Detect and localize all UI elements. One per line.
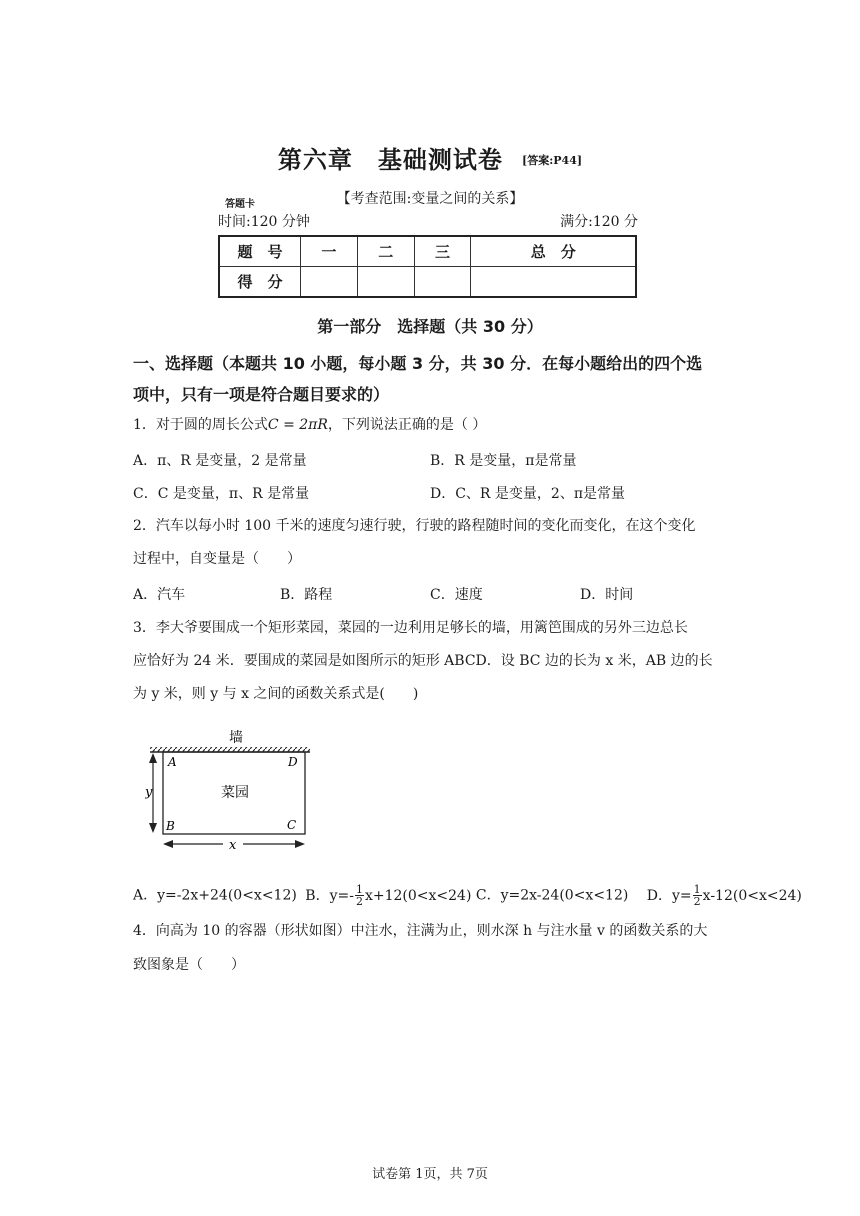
x-arrow-right bbox=[295, 840, 305, 848]
fraction-numerator: 1 bbox=[355, 883, 363, 896]
x-arrow-left bbox=[163, 840, 173, 848]
score-cell: 二 bbox=[357, 236, 414, 267]
q1-option-c[interactable]: C．C 是变量，π、R 是常量 bbox=[133, 486, 310, 502]
fraction-denominator: 2 bbox=[693, 895, 701, 908]
garden-diagram bbox=[145, 725, 320, 855]
answer-reference: [答案:P44] bbox=[522, 154, 583, 167]
question-2-line2: 过程中，自变量是（ ） bbox=[133, 551, 301, 567]
q3-option-b-prefix: B．y=- bbox=[305, 887, 354, 904]
score-cell: 总 分 bbox=[471, 236, 636, 267]
q1-stem-tail: ，下列说法正确的是（ ） bbox=[327, 417, 487, 433]
question-1-stem bbox=[133, 415, 733, 435]
q2-option-d[interactable]: D．时间 bbox=[580, 587, 634, 603]
section-heading-line1: 一、选择题（本题共 10 小题，每小题 3 分，共 30 分．在每小题给出的四个选 bbox=[133, 354, 703, 373]
fraction-denominator: 2 bbox=[355, 895, 363, 908]
q2-option-c[interactable]: C．速度 bbox=[430, 587, 483, 603]
page-title: 第六章 基础测试卷 bbox=[277, 145, 503, 174]
question-3-line2: 应恰好为 24 米．要围成的菜园是如图所示的矩形 ABCD．设 BC 边的长为 x 米，AB 边的长 bbox=[133, 653, 713, 669]
q3-option-b-fraction bbox=[355, 884, 364, 907]
fraction-numerator: 1 bbox=[693, 883, 701, 896]
part-heading: 第一部分 选择题（共 30 分） bbox=[317, 317, 543, 336]
time-limit: 时间:120 分钟 bbox=[218, 214, 310, 230]
score-table-score-row bbox=[219, 267, 636, 298]
q2-option-b[interactable]: B．路程 bbox=[280, 587, 333, 603]
score-input-cell[interactable] bbox=[414, 267, 471, 298]
vertex-a-label: A bbox=[168, 755, 177, 769]
vertex-c-label: C bbox=[287, 818, 297, 832]
full-score: 满分:120 分 bbox=[560, 214, 638, 230]
question-4-line1: 4．向高为 10 的容器（形状如图）中注水，注满为止，则水深 h 与注水量 v 的函数关系的大 bbox=[133, 923, 708, 939]
question-3-line3: 为 y 米，则 y 与 x 之间的函数关系式是( ) bbox=[133, 686, 419, 702]
vertex-d-label: D bbox=[288, 755, 298, 769]
q3-option-b[interactable] bbox=[305, 883, 472, 908]
q1-stem-text: 1．对于圆的周长公式 bbox=[133, 417, 268, 433]
q3-option-d-fraction bbox=[693, 884, 702, 907]
q1-option-d[interactable]: D．C、R 是变量，2、π是常量 bbox=[430, 486, 626, 502]
score-cell: 得 分 bbox=[219, 267, 301, 298]
answer-card-label: 答题卡 bbox=[225, 199, 255, 210]
q3-option-b-suffix: x+12(0<x<24) bbox=[364, 887, 472, 904]
question-3-line1: 3．李大爷要围成一个矩形菜园，菜园的一边利用足够长的墙，用篱笆围成的另外三边总长 bbox=[133, 620, 688, 636]
garden-label: 菜园 bbox=[221, 785, 249, 801]
q3-option-d-prefix: D．y= bbox=[646, 887, 692, 904]
section-heading-line2: 项中，只有一项是符合题目要求的） bbox=[133, 385, 390, 404]
q3-option-c[interactable]: C．y=2x-24(0<x<12) bbox=[475, 887, 629, 904]
exam-scope: 【考查范围:变量之间的关系】 bbox=[336, 191, 524, 207]
score-table bbox=[218, 235, 637, 298]
q1-option-a[interactable]: A．π、R 是变量，2 是常量 bbox=[133, 453, 307, 469]
score-cell: 一 bbox=[301, 236, 358, 267]
q2-option-a[interactable]: A．汽车 bbox=[133, 587, 186, 603]
q3-options-row bbox=[133, 884, 802, 907]
y-arrow-down bbox=[149, 823, 157, 833]
score-table-header-row bbox=[219, 236, 636, 267]
score-input-cell[interactable] bbox=[357, 267, 414, 298]
score-input-cell[interactable] bbox=[301, 267, 358, 298]
question-4-line2: 致图象是（ ） bbox=[133, 957, 245, 973]
y-label: y bbox=[145, 785, 153, 800]
page-footer: 试卷第 1页，共 7页 bbox=[372, 1167, 488, 1182]
garden-diagram-svg bbox=[145, 725, 320, 855]
page-title-block bbox=[0, 140, 860, 175]
score-cell: 三 bbox=[414, 236, 471, 267]
question-2-line1: 2．汽车以每小时 100 千米的速度匀速行驶，行驶的路程随时间的变化而变化，在这个变化 bbox=[133, 518, 696, 534]
q1-option-b[interactable]: B．R 是变量，π是常量 bbox=[430, 453, 577, 469]
wall-label: 墙 bbox=[229, 730, 243, 746]
q3-option-a[interactable]: A．y=-2x+24(0<x<12) bbox=[133, 887, 297, 904]
q1-formula: C = 2πR bbox=[267, 417, 328, 433]
q3-option-d[interactable] bbox=[646, 883, 802, 908]
x-label: x bbox=[229, 838, 237, 853]
y-arrow-up bbox=[149, 753, 157, 763]
vertex-b-label: B bbox=[166, 819, 175, 833]
score-cell: 题 号 bbox=[219, 236, 301, 267]
q3-option-d-suffix: x-12(0<x<24) bbox=[702, 887, 802, 904]
score-input-cell[interactable] bbox=[471, 267, 636, 298]
